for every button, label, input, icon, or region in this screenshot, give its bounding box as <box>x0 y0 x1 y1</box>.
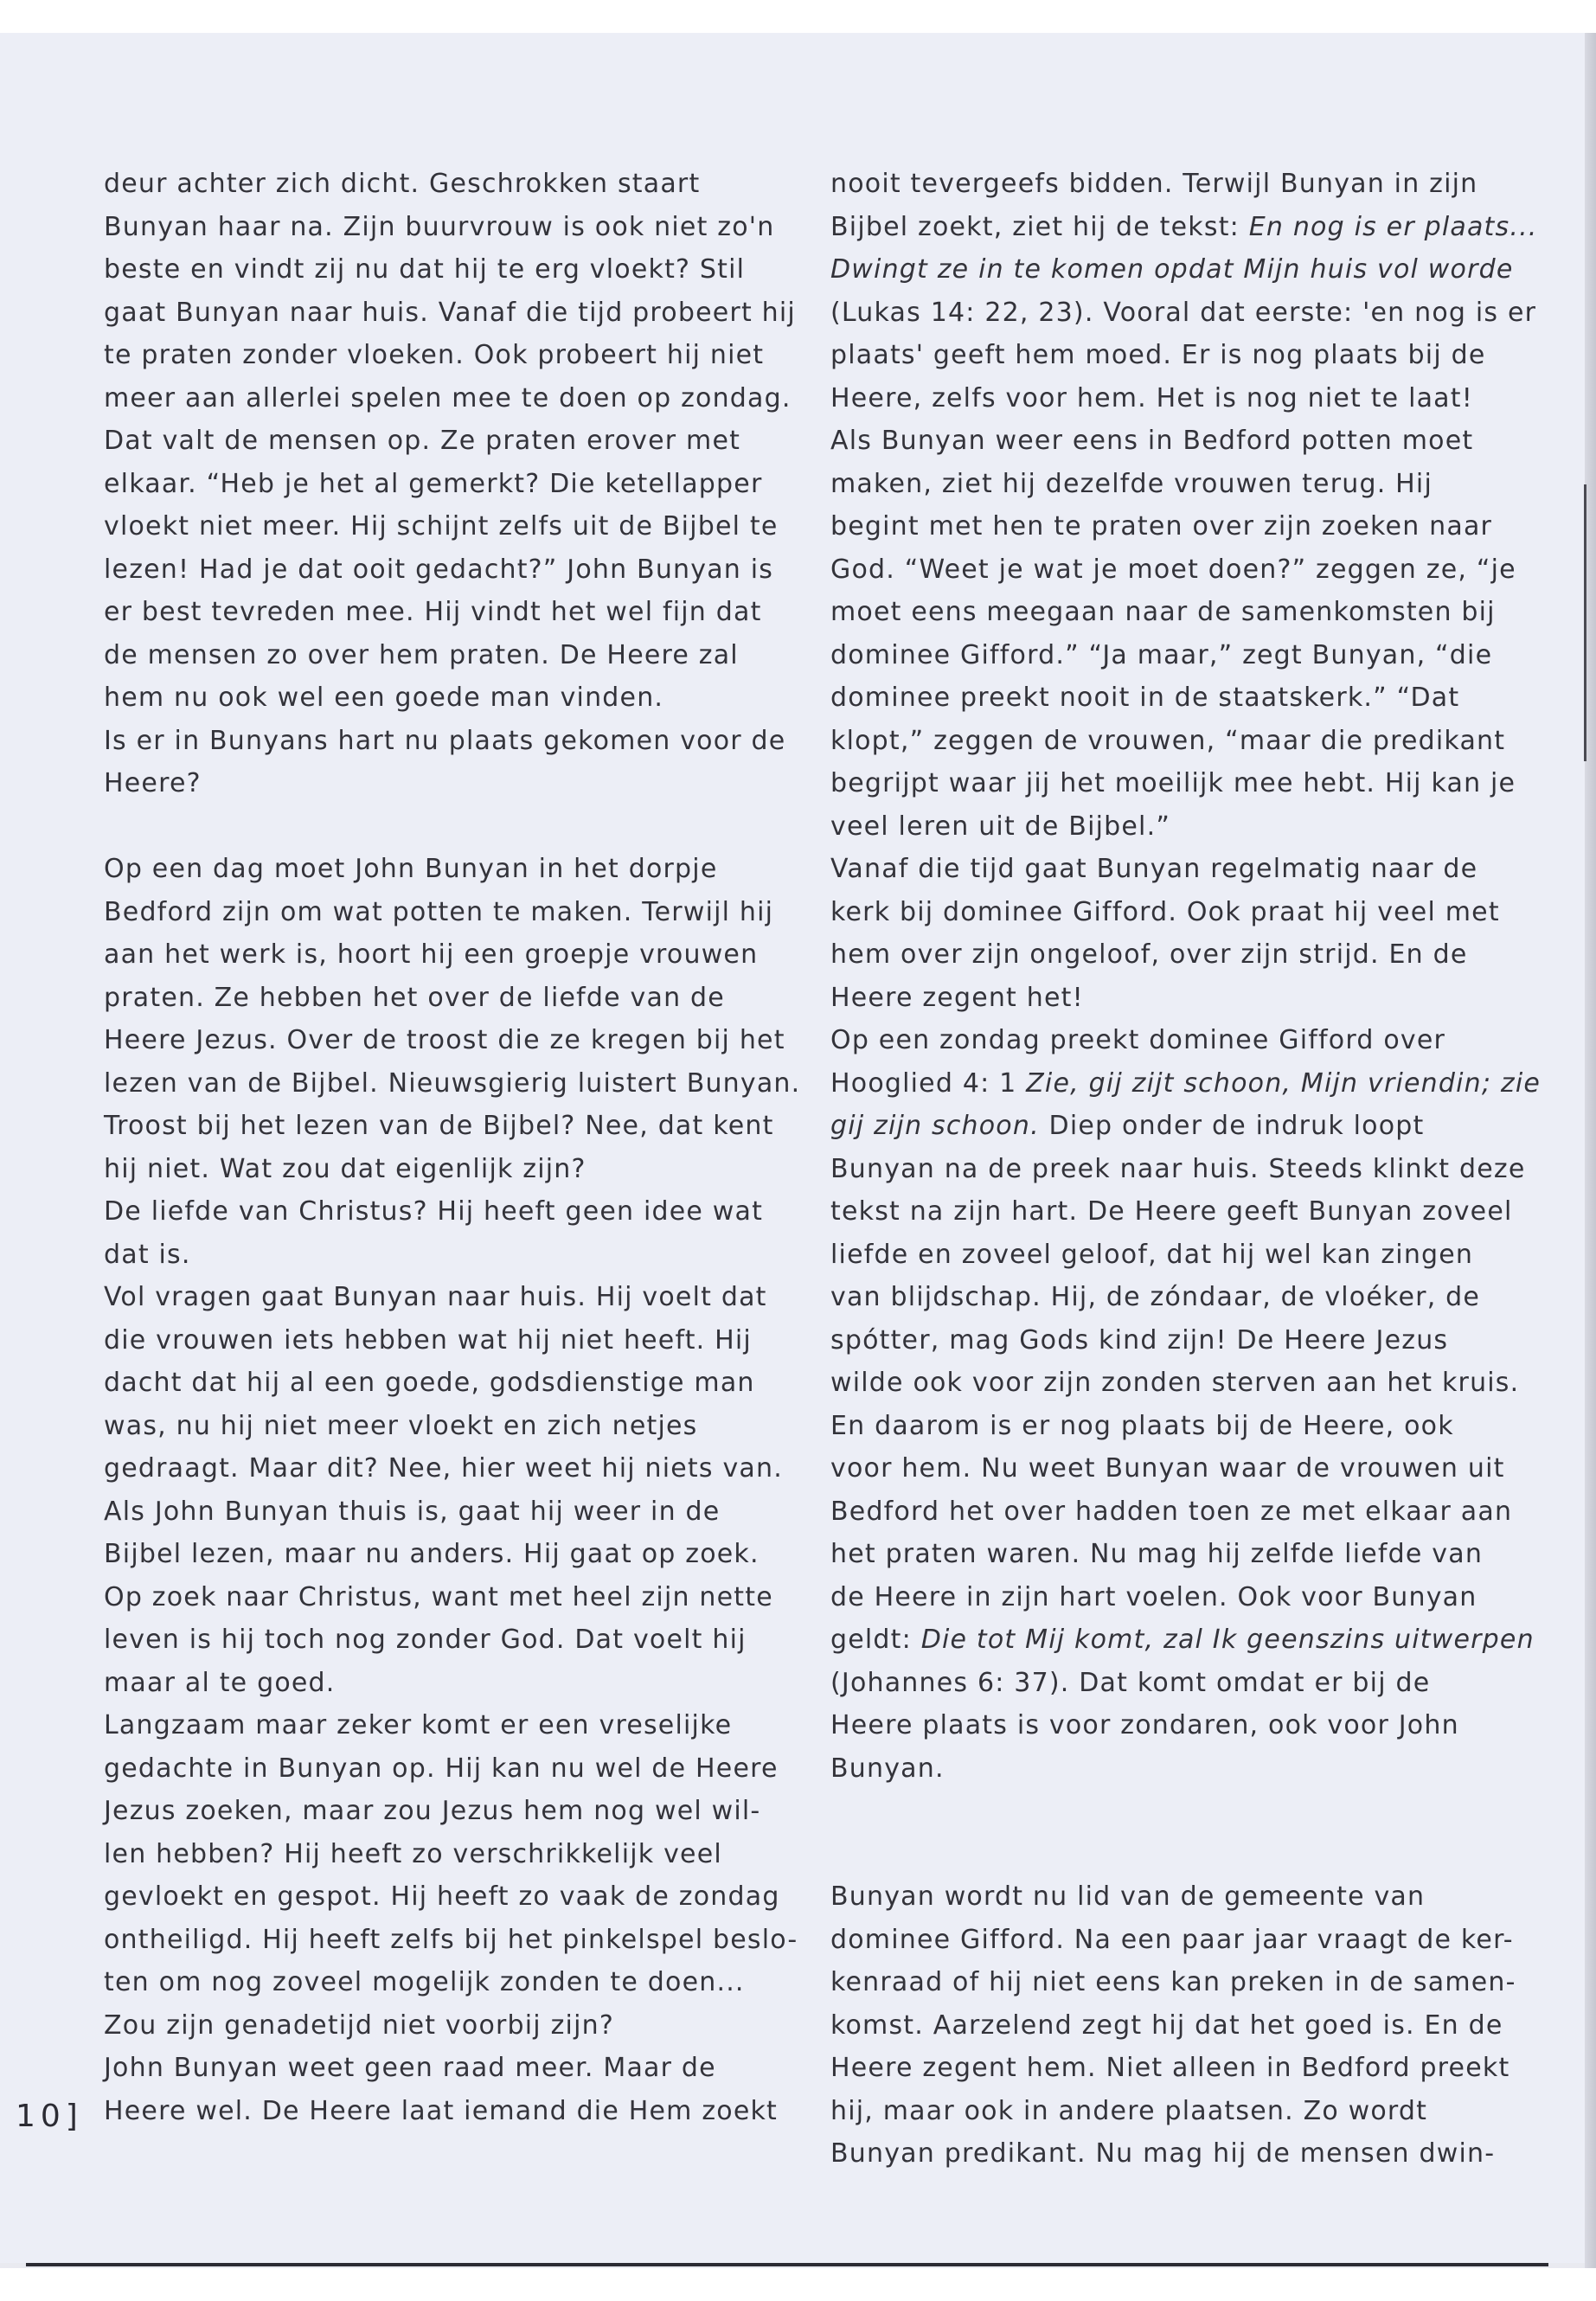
text-line <box>830 848 1505 891</box>
text-span: En daarom is er nog plaats bij de Heere, ook <box>830 1410 1454 1441</box>
text-line <box>104 1019 785 1062</box>
text-line <box>830 1533 1505 1576</box>
text-line <box>830 1148 1526 1191</box>
text-line <box>104 634 779 677</box>
text-line <box>104 2004 779 2048</box>
text-line <box>104 2047 779 2090</box>
text-span: dominee preekt nooit in de staatskerk.” “Dat <box>830 683 1460 713</box>
text-line <box>830 292 1537 335</box>
text-span: Bunyan. <box>830 1753 945 1784</box>
text-span: len hebben? Hij heeft zo verschrikkelijk veel <box>104 1838 722 1869</box>
text-span: dacht dat hij al een goede, godsdienstige man <box>104 1368 755 1398</box>
text-span: deur achter zich dicht. Geschrokken staart <box>104 169 701 199</box>
text-line <box>830 2090 1505 2133</box>
text-span: Hooglied 4: 1 <box>830 1067 1027 1099</box>
text-line <box>830 548 1516 592</box>
text-span: Bunyan na de preek naar huis. Steeds klinkt deze <box>830 1153 1526 1184</box>
text-span: lezen van de Bijbel. Nieuwsgierig luistert Bunyan. <box>104 1067 801 1099</box>
text-span: Vol vragen gaat Bunyan naar huis. Hij voelt dat <box>104 1282 767 1312</box>
text-line <box>830 1961 1516 2004</box>
text-span: dominee Gifford. Na een paar jaar vraagt de ker- <box>830 1924 1514 1955</box>
paragraph-break <box>104 805 779 849</box>
text-span: ontheiligd. Hij heeft zelfs bij het pinkelspel beslo- <box>104 1924 798 1955</box>
text-span: aan het werk is, hoort hij een groepje vrouwen <box>104 939 759 970</box>
text-span: te praten zonder vloeken. Ook probeert hij niet <box>104 340 765 370</box>
text-line <box>104 1319 779 1362</box>
text-span: meer aan allerlei spelen mee te doen op zondag. <box>104 382 792 413</box>
text-line <box>830 720 1505 763</box>
bible-quote: gij zijn schoon. <box>830 1111 1040 1141</box>
text-line <box>104 762 779 805</box>
text-span: plaats' geeft hem moed. Er is nog plaats bij de <box>830 340 1486 370</box>
text-line <box>830 334 1505 377</box>
text-span: Bedford het over hadden toen ze met elkaar aan <box>830 1496 1513 1527</box>
text-line <box>104 1062 801 1106</box>
text-line <box>104 377 792 420</box>
text-line <box>104 206 779 249</box>
bible-quote: En nog is er plaats... <box>1248 211 1538 242</box>
text-span: gedachte in Bunyan op. Hij kan nu wel de Heere <box>104 1753 779 1784</box>
text-line <box>830 1234 1505 1277</box>
text-span: Langzaam maar zeker komt er een vreselijke <box>104 1710 733 1740</box>
text-span: Heere plaats is voor zondaren, ook voor John <box>830 1710 1459 1740</box>
text-span: gaat Bunyan naar huis. Vanaf die tijd probeert hij <box>104 297 796 328</box>
text-line <box>830 206 1538 249</box>
text-line <box>830 248 1514 292</box>
text-line <box>830 933 1505 977</box>
text-span: kerk bij dominee Gifford. Ook praat hij veel met <box>830 896 1500 927</box>
page-edge-shadow <box>1585 33 1596 2268</box>
text-span: de Heere in zijn hart voelen. Ook voor Bunyan <box>830 1581 1477 1612</box>
text-span: (Lukas 14: 22, 23). Vooral dat eerste: 'en nog is er <box>830 297 1537 328</box>
text-line <box>104 1790 779 1833</box>
text-span: God. “Weet je wat je moet doen?” zeggen ze, “je <box>830 554 1516 585</box>
text-line <box>104 891 779 934</box>
text-span: vloekt niet meer. Hij schijnt zelfs uit de Bijbel te <box>104 511 779 542</box>
text-line <box>830 1105 1505 1148</box>
text-span: Bijbel lezen, maar nu anders. Hij gaat op zoek. <box>104 1539 760 1569</box>
text-line <box>830 1576 1505 1619</box>
text-span: moet eens meegaan naar de samenkomsten bij <box>830 597 1496 627</box>
text-span: Zou zijn genadetijd niet voorbij zijn? <box>104 2009 614 2041</box>
text-span: was, nu hij niet meer vloekt en zich netjes <box>104 1410 698 1441</box>
text-line <box>104 1919 798 1962</box>
text-span: kenraad of hij niet eens kan preken in de samen- <box>830 1967 1516 1997</box>
text-span: Heere, zelfs voor hem. Het is nog niet te laat! <box>830 382 1473 413</box>
text-line <box>830 377 1505 420</box>
text-span: (Johannes 6: 37). Dat komt omdat er bij de <box>830 1667 1431 1698</box>
text-span: maar al te goed. <box>104 1667 336 1698</box>
text-line <box>830 1405 1505 1448</box>
text-span: Bunyan haar na. Zijn buurvrouw is ook niet zo'n <box>104 211 775 242</box>
text-span: Bunyan wordt nu lid van de gemeente van <box>830 1881 1426 1912</box>
text-line <box>830 1062 1542 1106</box>
text-line <box>104 1662 779 1705</box>
text-span: komst. Aarzelend zegt hij dat het goed is. En de <box>830 2009 1503 2041</box>
text-line <box>104 848 779 891</box>
text-line <box>104 591 779 634</box>
text-span: Heere Jezus. Over de troost die ze kregen bij het <box>104 1025 785 1055</box>
text-line <box>830 1618 1535 1662</box>
text-line <box>830 505 1505 548</box>
text-span: Bedford zijn om wat potten te maken. Terwijl hij <box>104 896 774 927</box>
text-line <box>104 1961 779 2004</box>
text-line <box>104 1105 779 1148</box>
text-line <box>830 591 1505 634</box>
text-line <box>830 1662 1505 1705</box>
text-span: begrijpt waar jij het moeilijk mee hebt. Hij kan je <box>830 768 1516 798</box>
text-line <box>104 1234 779 1277</box>
right-text-column <box>830 163 1542 2176</box>
text-line <box>830 463 1505 506</box>
text-line <box>104 463 779 506</box>
page-edge-mark <box>1584 484 1586 761</box>
text-line <box>830 805 1505 849</box>
text-line <box>830 1919 1514 1962</box>
text-span: leven is hij toch nog zonder God. Dat voelt hij <box>104 1625 747 1655</box>
left-text-column <box>104 163 801 2132</box>
text-line <box>104 248 779 292</box>
text-span: Jezus zoeken, maar zou Jezus hem nog wel wil- <box>104 1796 761 1826</box>
paragraph-break <box>830 1790 1505 1833</box>
text-line <box>830 1704 1505 1747</box>
text-span: dat is. <box>104 1239 191 1270</box>
text-span: De liefde van Christus? Hij heeft geen idee wat <box>104 1196 764 1227</box>
text-span: Troost bij het lezen van de Bijbel? Nee, dat kent <box>104 1111 774 1141</box>
text-span: Op zoek naar Christus, want met heel zijn nette <box>104 1581 773 1612</box>
text-span: Heere? <box>104 768 202 798</box>
text-span: de mensen zo over hem praten. De Heere zal <box>104 639 739 670</box>
text-span: Is er in Bunyans hart nu plaats gekomen voor de <box>104 725 786 756</box>
text-span: hij niet. Wat zou dat eigenlijk zijn? <box>104 1153 586 1184</box>
text-line <box>104 420 779 463</box>
text-span: klopt,” zeggen de vrouwen, “maar die predikant <box>830 725 1506 756</box>
bible-quote: Zie, gij zijt schoon, Mijn vriendin; zie <box>1026 1067 1542 1099</box>
text-span: nooit tevergeefs bidden. Terwijl Bunyan in zijn <box>830 169 1478 199</box>
text-span: er best tevreden mee. Hij vindt het wel fijn dat <box>104 597 762 627</box>
text-span: begint met hen te praten over zijn zoeken naar <box>830 511 1493 542</box>
text-line <box>104 2090 779 2133</box>
text-line <box>104 720 786 763</box>
text-line <box>104 1618 779 1662</box>
text-span: van blijdschap. Hij, de zóndaar, de vloéker, de <box>830 1282 1481 1312</box>
text-line <box>104 1533 779 1576</box>
text-line <box>104 676 779 720</box>
text-span: geldt: <box>830 1625 921 1655</box>
text-line <box>104 1833 779 1876</box>
text-line <box>830 1747 1505 1791</box>
text-line <box>830 891 1505 934</box>
scan-bottom-border <box>0 2268 1596 2301</box>
text-line <box>830 676 1505 720</box>
text-span: die vrouwen iets hebben wat hij niet heeft. Hij <box>104 1324 752 1356</box>
text-span: hem nu ook wel een goede man vinden. <box>104 683 664 713</box>
text-line <box>104 1405 779 1448</box>
text-span: elkaar. “Heb je het al gemerkt? Die ketellapper <box>104 468 763 499</box>
text-line <box>104 163 779 206</box>
text-span: John Bunyan weet geen raad meer. Maar de <box>104 2053 716 2083</box>
text-line <box>104 977 779 1020</box>
text-line <box>104 1190 779 1234</box>
text-span: dominee Gifford.” “Ja maar,” zegt Bunyan, “die <box>830 639 1493 670</box>
text-span: gevloekt en gespot. Hij heeft zo vaak de zondag <box>104 1881 780 1912</box>
text-line <box>830 1447 1505 1490</box>
text-line <box>830 2047 1510 2090</box>
text-span: voor hem. Nu weet Bunyan waar de vrouwen uit <box>830 1453 1505 1484</box>
text-line <box>104 1576 779 1619</box>
text-line <box>104 1148 779 1191</box>
text-line <box>830 1490 1513 1534</box>
scan-bottom-rule <box>26 2263 1548 2266</box>
text-span: Bijbel zoekt, ziet hij de tekst: <box>830 211 1249 242</box>
text-span: Heere wel. De Heere laat iemand die Hem zoekt <box>104 2095 779 2126</box>
text-span: tekst na zijn hart. De Heere geeft Bunyan zoveel <box>830 1196 1513 1227</box>
text-line <box>104 505 779 548</box>
text-line <box>830 420 1505 463</box>
text-line <box>830 163 1505 206</box>
scan-top-border <box>0 0 1596 33</box>
text-span: maken, ziet hij dezelfde vrouwen terug. Hij <box>830 468 1433 499</box>
text-span: liefde en zoveel geloof, dat hij wel kan zingen <box>830 1239 1474 1270</box>
text-line <box>104 1490 779 1534</box>
text-line <box>104 1704 779 1747</box>
text-span: lezen! Had je dat ooit gedacht?” John Bunyan is <box>104 554 774 585</box>
text-line <box>830 762 1516 805</box>
text-line <box>104 1276 779 1319</box>
text-span: Vanaf die tijd gaat Bunyan regelmatig naar de <box>830 854 1478 884</box>
text-line <box>830 977 1505 1020</box>
text-line <box>830 1019 1505 1062</box>
text-line <box>104 292 796 335</box>
text-line <box>830 2132 1505 2176</box>
text-span: Als John Bunyan thuis is, gaat hij weer in de <box>104 1496 721 1527</box>
page-number: 10] <box>16 2099 83 2134</box>
text-line <box>104 1362 779 1405</box>
book-page <box>0 33 1585 2263</box>
text-line <box>104 334 779 377</box>
text-span: hij, maar ook in andere plaatsen. Zo wordt <box>830 2095 1428 2126</box>
text-span: hem over zijn ongeloof, over zijn strijd. En de <box>830 939 1468 970</box>
bible-quote: Die tot Mij komt, zal Ik geenszins uitwerpen <box>920 1625 1535 1655</box>
text-line <box>104 1747 779 1791</box>
text-line <box>830 1190 1513 1234</box>
text-line <box>830 1362 1520 1405</box>
text-span: Als Bunyan weer eens in Bedford potten moet <box>830 426 1474 456</box>
text-line <box>830 1875 1505 1919</box>
text-line <box>830 2004 1505 2048</box>
text-span: Bunyan predikant. Nu mag hij de mensen dwin- <box>830 2138 1496 2169</box>
text-line <box>830 1276 1505 1319</box>
paragraph-break <box>830 1833 1505 1876</box>
text-line <box>104 548 779 592</box>
text-span: Dat valt de mensen op. Ze praten erover met <box>104 426 741 456</box>
bible-quote: Dwingt ze in te komen opdat Mijn huis vol worde <box>830 254 1514 285</box>
text-span: praten. Ze hebben het over de liefde van de <box>104 982 725 1013</box>
text-span: Heere zegent het! <box>830 982 1084 1013</box>
text-span: gedraagt. Maar dit? Nee, hier weet hij niets van. <box>104 1453 783 1484</box>
text-line <box>104 933 779 977</box>
text-line <box>104 1875 779 1919</box>
text-span: beste en vindt zij nu dat hij te erg vloekt? Stil <box>104 254 746 285</box>
text-span: wilde ook voor zijn zonden sterven aan het kruis. <box>830 1368 1520 1398</box>
text-span: veel leren uit de Bijbel.” <box>830 811 1171 842</box>
text-span: Diep onder de indruk loopt <box>1039 1111 1425 1141</box>
text-span: het praten waren. Nu mag hij zelfde liefde van <box>830 1539 1484 1569</box>
text-line <box>830 634 1505 677</box>
text-span: spótter, mag Gods kind zijn! De Heere Jezus <box>830 1324 1449 1356</box>
text-span: ten om nog zoveel mogelijk zonden te doen... <box>104 1967 745 1997</box>
text-span: Heere zegent hem. Niet alleen in Bedford preekt <box>830 2053 1510 2083</box>
text-span: Op een zondag preekt dominee Gifford over <box>830 1025 1446 1055</box>
text-line <box>830 1319 1505 1362</box>
text-line <box>104 1447 783 1490</box>
text-span: Op een dag moet John Bunyan in het dorpje <box>104 854 718 884</box>
